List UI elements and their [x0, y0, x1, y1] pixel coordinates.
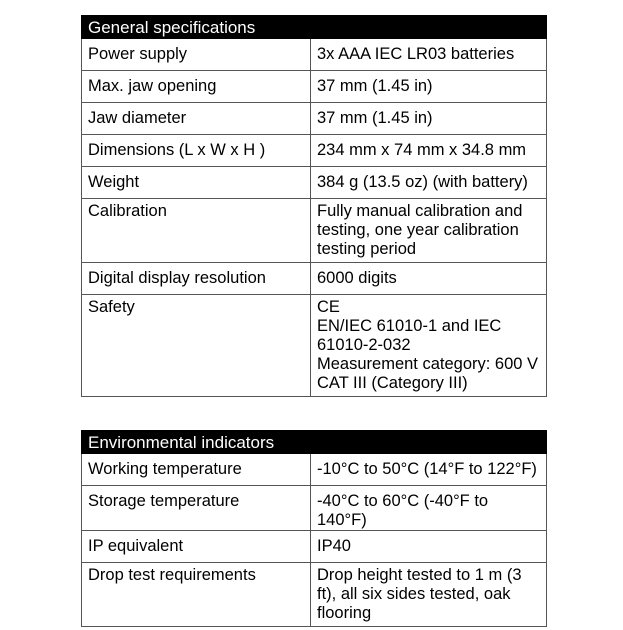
spec-value: Fully manual calibration and testing, one year calibration testing period [311, 199, 547, 263]
spec-value-line: CE [317, 298, 340, 316]
spec-label: Drop test requirements [82, 563, 311, 627]
spec-value: IP40 [311, 531, 547, 563]
table-title: Environmental indicators [82, 431, 547, 454]
table-row [82, 486, 547, 531]
table-row [82, 103, 547, 135]
table-row [82, 531, 547, 563]
spec-label: IP equivalent [82, 531, 311, 563]
table-header-row [82, 431, 547, 454]
spec-label: Max. jaw opening [82, 71, 311, 103]
spec-label: Jaw diameter [82, 103, 311, 135]
table-row [82, 563, 547, 627]
spec-value: 6000 digits [311, 263, 547, 295]
general-specifications-table [81, 15, 547, 397]
table-row [82, 454, 547, 486]
table-row [82, 295, 547, 397]
spec-value: Drop height tested to 1 m (3 ft), all six sides tested, oak flooring [311, 563, 547, 627]
spec-label: Safety [82, 295, 311, 397]
spec-label: Power supply [82, 39, 311, 71]
spec-label: Digital display resolution [82, 263, 311, 295]
spec-value: 384 g (13.5 oz) (with battery) [311, 167, 547, 199]
table-row [82, 167, 547, 199]
spec-value [311, 295, 547, 397]
spec-label: Weight [82, 167, 311, 199]
spec-value: 234 mm x 74 mm x 34.8 mm [311, 135, 547, 167]
spec-value-line: Measurement category: 600 V CAT III (Category III) [317, 355, 539, 392]
spec-value-line: EN/IEC 61010-1 and IEC 61010-2-032 [317, 317, 502, 354]
spec-label: Dimensions (L x W x H ) [82, 135, 311, 167]
spec-label: Storage temperature [82, 486, 311, 531]
table-row [82, 199, 547, 263]
table-row [82, 71, 547, 103]
table-row [82, 263, 547, 295]
spec-label: Working temperature [82, 454, 311, 486]
table-header-row [82, 16, 547, 39]
spec-value: 37 mm (1.45 in) [311, 103, 547, 135]
spec-value: -40°C to 60°C (-40°F to 140°F) [311, 486, 547, 531]
table-row [82, 39, 547, 71]
spec-value: 37 mm (1.45 in) [311, 71, 547, 103]
table-row [82, 135, 547, 167]
spec-label: Calibration [82, 199, 311, 263]
table-title: General specifications [82, 16, 547, 39]
spec-value: -10°C to 50°C (14°F to 122°F) [311, 454, 547, 486]
environmental-indicators-table [81, 430, 547, 627]
spec-value: 3x AAA IEC LR03 batteries [311, 39, 547, 71]
